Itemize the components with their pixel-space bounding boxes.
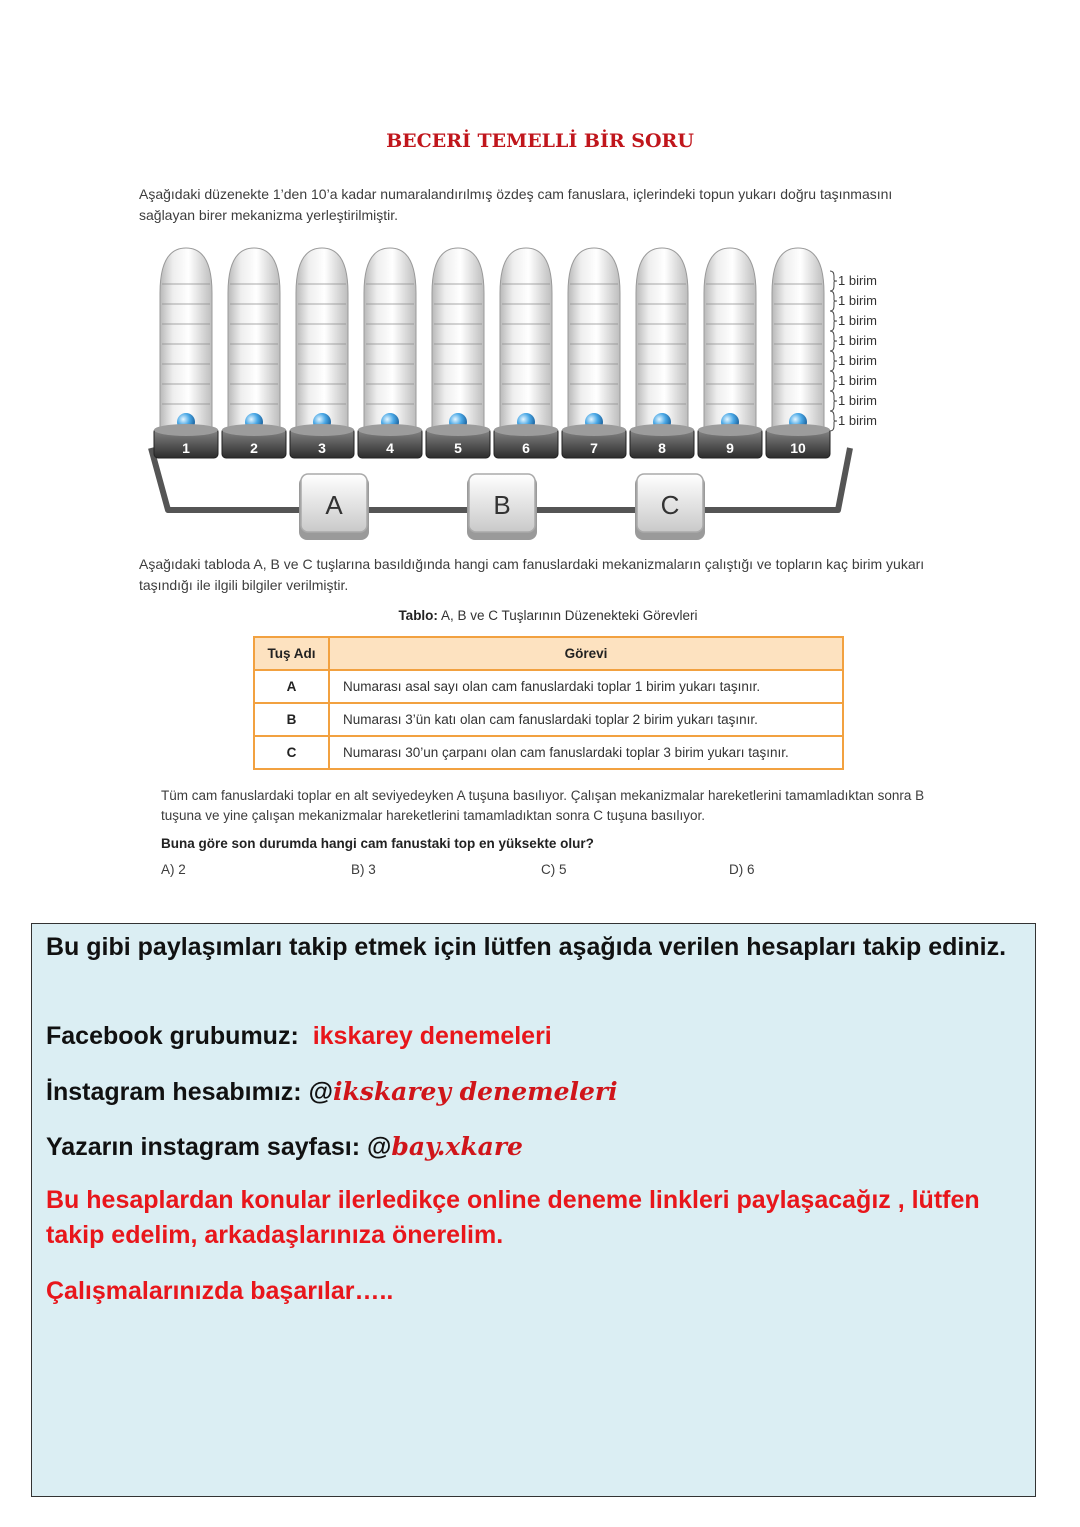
glass-jar: [154, 248, 218, 458]
author-label: Yazarın instagram sayfası: @: [46, 1133, 392, 1161]
facebook-line: [46, 1019, 1021, 1054]
author-instagram-link[interactable]: bay.xkare: [391, 1132, 523, 1161]
instagram-account-link[interactable]: ikskarey denemeleri: [332, 1077, 618, 1106]
row-task: Numarası asal sayı olan cam fanuslardaki toplar 1 birim yukarı taşınır.: [329, 670, 843, 703]
jar-number: 1: [182, 440, 190, 456]
intro-text: Aşağıdaki düzenekte 1’den 10’a kadar numaralandırılmış özdeş cam fanuslara, içlerindeki topun yukarı doğru taşınmasını sağlayan birer mekanizma yerleştirilmiştir.: [139, 186, 893, 223]
unit-label: 1 birim: [838, 393, 878, 408]
glass-jar: [698, 248, 762, 458]
glass-jar: [222, 248, 286, 458]
jar-number: 10: [790, 440, 806, 456]
row-key: C: [254, 736, 329, 769]
header-task: Görevi: [329, 637, 843, 670]
table-caption: [0, 608, 1080, 623]
unit-bracket: [830, 371, 877, 391]
setup-text: Tüm cam fanuslardaki toplar en alt seviyedeyken A tuşuna basılıyor. Çalışan mekanizmalar hareketlerini tamamladıktan sonra B tuşuna ve yine çalışan mekanizmalar hareketlerini tamamladıktan sonra C tuşuna basılıyor.: [161, 788, 925, 823]
row-task: Numarası 3’ün katı olan cam fanuslardaki toplar 2 birim yukarı taşınır.: [329, 703, 843, 736]
glass-jar: [766, 248, 830, 458]
unit-bracket: [830, 411, 877, 431]
table-row: [254, 703, 843, 736]
instagram-line: [46, 1074, 1021, 1110]
header-key: Tuş Adı: [254, 637, 329, 670]
jar-number: 8: [658, 440, 666, 456]
option-a[interactable]: A) 2: [161, 862, 186, 877]
jar-number: 3: [318, 440, 326, 456]
table-row: [254, 736, 843, 769]
closing-text: Çalışmalarınızda başarılar…..: [46, 1277, 394, 1305]
unit-label: 1 birim: [838, 273, 878, 288]
jar-number: 9: [726, 440, 734, 456]
jar-number: 2: [250, 440, 258, 456]
key-c-button[interactable]: [635, 474, 705, 540]
jar-number: 6: [522, 440, 530, 456]
follow-text: Bu gibi paylaşımları takip etmek için lütfen aşağıda verilen hesapları takip ediniz.: [46, 933, 1007, 961]
unit-label: 1 birim: [838, 413, 878, 428]
table-caption-rest: A, B ve C Tuşlarının Düzenekteki Görevleri: [437, 608, 698, 623]
unit-bracket: [830, 331, 877, 351]
key-a-button[interactable]: [299, 474, 369, 540]
facebook-label: Facebook grubumuz:: [46, 1022, 299, 1050]
question-text: Buna göre son durumda hangi cam fanustaki top en yüksekte olur?: [161, 836, 594, 851]
jar-number: 7: [590, 440, 598, 456]
unit-bracket: [830, 291, 877, 311]
jar-mechanism-diagram: [138, 243, 898, 543]
option-d[interactable]: D) 6: [729, 862, 755, 877]
task-table: [253, 636, 844, 770]
key-label: B: [493, 490, 511, 520]
key-b-button[interactable]: [467, 474, 537, 540]
table-intro-text: Aşağıdaki tabloda A, B ve C tuşlarına basıldığında hangi cam fanuslardaki mekanizmaların çalıştığı ve topların kaç birim yukarı taşındığı ile ilgili bilgiler verilmiştir.: [139, 556, 925, 593]
row-key: A: [254, 670, 329, 703]
option-c[interactable]: C) 5: [541, 862, 567, 877]
option-b[interactable]: B) 3: [351, 862, 376, 877]
unit-bracket: [830, 391, 877, 411]
facebook-group-link[interactable]: ikskarey denemeleri: [312, 1022, 552, 1050]
unit-label: 1 birim: [838, 293, 878, 308]
table-row: [254, 670, 843, 703]
glass-jar: [562, 248, 626, 458]
unit-label: 1 birim: [838, 373, 878, 388]
table-header-row: [254, 637, 843, 670]
unit-label: 1 birim: [838, 313, 878, 328]
info-box: [31, 923, 1036, 1497]
question-title: BECERİ TEMELLİ BİR SORU: [386, 130, 694, 152]
unit-bracket: [830, 311, 877, 331]
glass-jar: [290, 248, 354, 458]
author-line: [46, 1129, 1021, 1165]
key-label: C: [660, 490, 680, 520]
table-caption-bold: Tablo:: [398, 608, 438, 623]
row-task: Numarası 30’un çarpanı olan cam fanuslardaki toplar 3 birim yukarı taşınır.: [329, 736, 843, 769]
unit-label: 1 birim: [838, 353, 878, 368]
glass-jar: [494, 248, 558, 458]
instagram-label: İnstagram hesabımız: @: [46, 1078, 333, 1106]
promo-text: Bu hesaplardan konular ilerledikçe online deneme linkleri paylaşacağız , lütfen takip edelim, arkadaşlarınıza önerelim.: [46, 1186, 980, 1249]
glass-jar: [426, 248, 490, 458]
unit-bracket: [830, 271, 877, 291]
glass-jar: [358, 248, 422, 458]
key-label: A: [325, 490, 343, 520]
row-key: B: [254, 703, 329, 736]
jar-number: 5: [454, 440, 462, 456]
glass-jar: [630, 248, 694, 458]
jar-number: 4: [386, 440, 394, 456]
unit-bracket: [830, 351, 877, 371]
unit-label: 1 birim: [838, 333, 878, 348]
